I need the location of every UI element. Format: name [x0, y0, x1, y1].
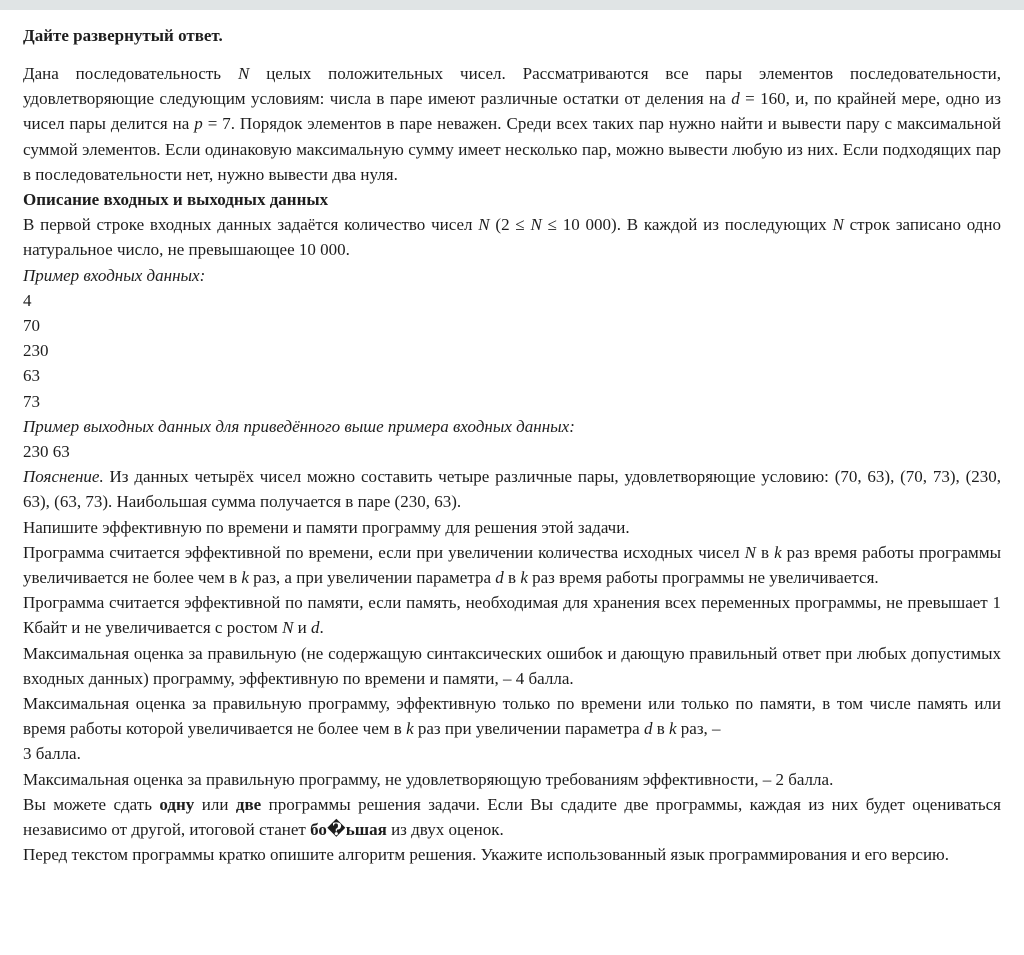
explanation: [23, 464, 1001, 514]
text-run: k: [241, 568, 249, 588]
input-example-line: [23, 338, 1001, 363]
text-run: k: [406, 719, 414, 739]
io-description: [23, 212, 1001, 262]
score-2-note: [23, 767, 1001, 792]
text-run: N: [744, 542, 756, 562]
text-run: раз время работы программы увеличивается не более чем в: [23, 542, 1001, 588]
problem-statement: [0, 10, 1024, 868]
score-4-note: [23, 641, 1001, 691]
text-run: Программа считается эффективной по времени, если при увеличении количества исходных чисел: [23, 542, 745, 562]
text-run: из двух оценок.: [386, 820, 504, 840]
text-run: = 7. Порядок элементов в паре неважен. Среди всех таких пар нужно найти и вывести пару с максимальной суммой элементов. Если одинаковую максимальную сумму имеет несколько пар, можно вывести любую из них. Если подходящих пар в последовательности нет, нужно вывести два нуля.: [23, 114, 1001, 184]
problem-text: [23, 61, 1001, 868]
text-run: N: [530, 215, 542, 235]
text-run: d: [311, 618, 320, 638]
text-run: Перед текстом программы кратко опишите алгоритм решения. Укажите использованный язык программирования и его версию.: [23, 845, 950, 865]
text-run: программы решения задачи. Если Вы сдадите две программы, каждая из них будет оцениваться независимо от другой, итоговой станет: [23, 794, 1001, 840]
text-run: .: [319, 618, 324, 638]
text-run: в: [756, 542, 775, 562]
text-run: Вы можете сдать: [23, 794, 160, 814]
text-run: k: [668, 719, 677, 739]
problem-description: [23, 61, 1001, 187]
input-example-line: [23, 363, 1001, 388]
text-run: раз, –: [676, 719, 721, 739]
page-title: Дайте развернутый ответ.: [23, 26, 223, 45]
text-run: Пояснение.: [23, 467, 104, 487]
text-run: (2 ≤: [489, 215, 531, 235]
text-run: Описание входных и выходных данных: [23, 190, 329, 210]
text-run: 3 балла.: [23, 744, 81, 764]
text-run: целых положительных чисел. Рассматриваются все пары элементов последовательности, удовлетворяющие следующим условиям: числа в паре имеют различные остатки от деления на: [23, 64, 1001, 109]
input-example-line: [23, 389, 1001, 414]
text-run: N: [237, 64, 250, 83]
text-run: N: [282, 618, 294, 638]
text-run: k: [520, 568, 528, 588]
output-example-value: [23, 439, 1001, 464]
text-run: Напишите эффективную по времени и памяти программу для решения этой задачи.: [23, 517, 630, 537]
text-run: в: [652, 719, 669, 739]
text-run: строк записано одно натуральное число, не превышающее 10 000.: [23, 215, 1002, 260]
text-run: k: [774, 542, 782, 562]
input-example-line: [23, 313, 1001, 338]
input-example-line: [23, 288, 1001, 313]
output-example-label: [23, 414, 1001, 439]
text-run: p: [194, 114, 203, 134]
text-run: Из данных четырёх чисел можно составить четыре различные пары, удовлетворяющие условию: (70, 63), (70, 73), (230, 63), (63, 73). Наибольшая сумма получается в паре (230, 63).: [23, 467, 1001, 512]
text-run: N: [832, 215, 844, 235]
text-run: в: [503, 568, 521, 588]
text-run: В первой строке входных данных задаётся количество чисел: [23, 215, 479, 235]
text-run: ≤ 10 000). В каждой из последующих: [541, 215, 833, 235]
input-example-label: [23, 263, 1001, 288]
text-run: одну: [159, 794, 195, 814]
text-run: Дана последовательность: [23, 64, 238, 83]
text-run: раз время работы программы не увеличивается.: [527, 568, 879, 588]
submission-note: [23, 792, 1001, 842]
text-run: d: [731, 89, 740, 109]
time-efficiency-note: [23, 540, 1001, 590]
text-run: или: [194, 794, 236, 814]
text-run: = 160, и, по крайней мере, одно из чисел пары делится на: [23, 89, 1001, 134]
text-run: Пример выходных данных для приведённого выше примера входных данных:: [23, 416, 575, 436]
text-run: Максимальная оценка за правильную программу, не удовлетворяющую требованиям эффективности, – 2 балла.: [23, 769, 834, 789]
text-run: 230: [23, 341, 49, 361]
text-run: раз, а при увеличении параметра: [248, 568, 496, 588]
top-bar: [0, 0, 1024, 10]
text-run: 230 63: [23, 442, 70, 462]
memory-efficiency-note: [23, 590, 1001, 640]
text-run: Пример входных данных:: [23, 265, 206, 285]
text-run: раз при увеличении параметра: [413, 719, 644, 739]
text-run: d: [643, 719, 653, 739]
text-run: Программа считается эффективной по памяти, если память, необходимая для хранения всех переменных программы, не превышает 1 Кбайт и не увеличивается с ростом: [23, 593, 1001, 638]
text-run: и: [293, 618, 312, 638]
text-run: N: [478, 215, 490, 235]
text-run: 4: [23, 290, 32, 310]
text-run: бо�ьшая: [310, 820, 387, 840]
io-description-heading: [23, 187, 1001, 212]
text-run: две: [235, 794, 262, 814]
text-run: Максимальная оценка за правильную (не содержащую синтаксических ошибок и дающую правильный ответ при любых допустимых входных данных) программу, эффективную по времени и памяти, – 4 балла.: [23, 643, 1001, 688]
text-run: Максимальная оценка за правильную программу, эффективную только по времени или только по памяти, в том числе память или время работы которой увеличивается не более чем в: [23, 694, 1001, 739]
score-3-note: [23, 691, 1001, 767]
text-run: 73: [23, 391, 40, 411]
text-run: 63: [23, 366, 40, 386]
task-instruction: [23, 515, 1001, 540]
final-instruction: [23, 842, 1001, 867]
text-run: 70: [23, 316, 40, 336]
text-run: d: [495, 568, 504, 588]
